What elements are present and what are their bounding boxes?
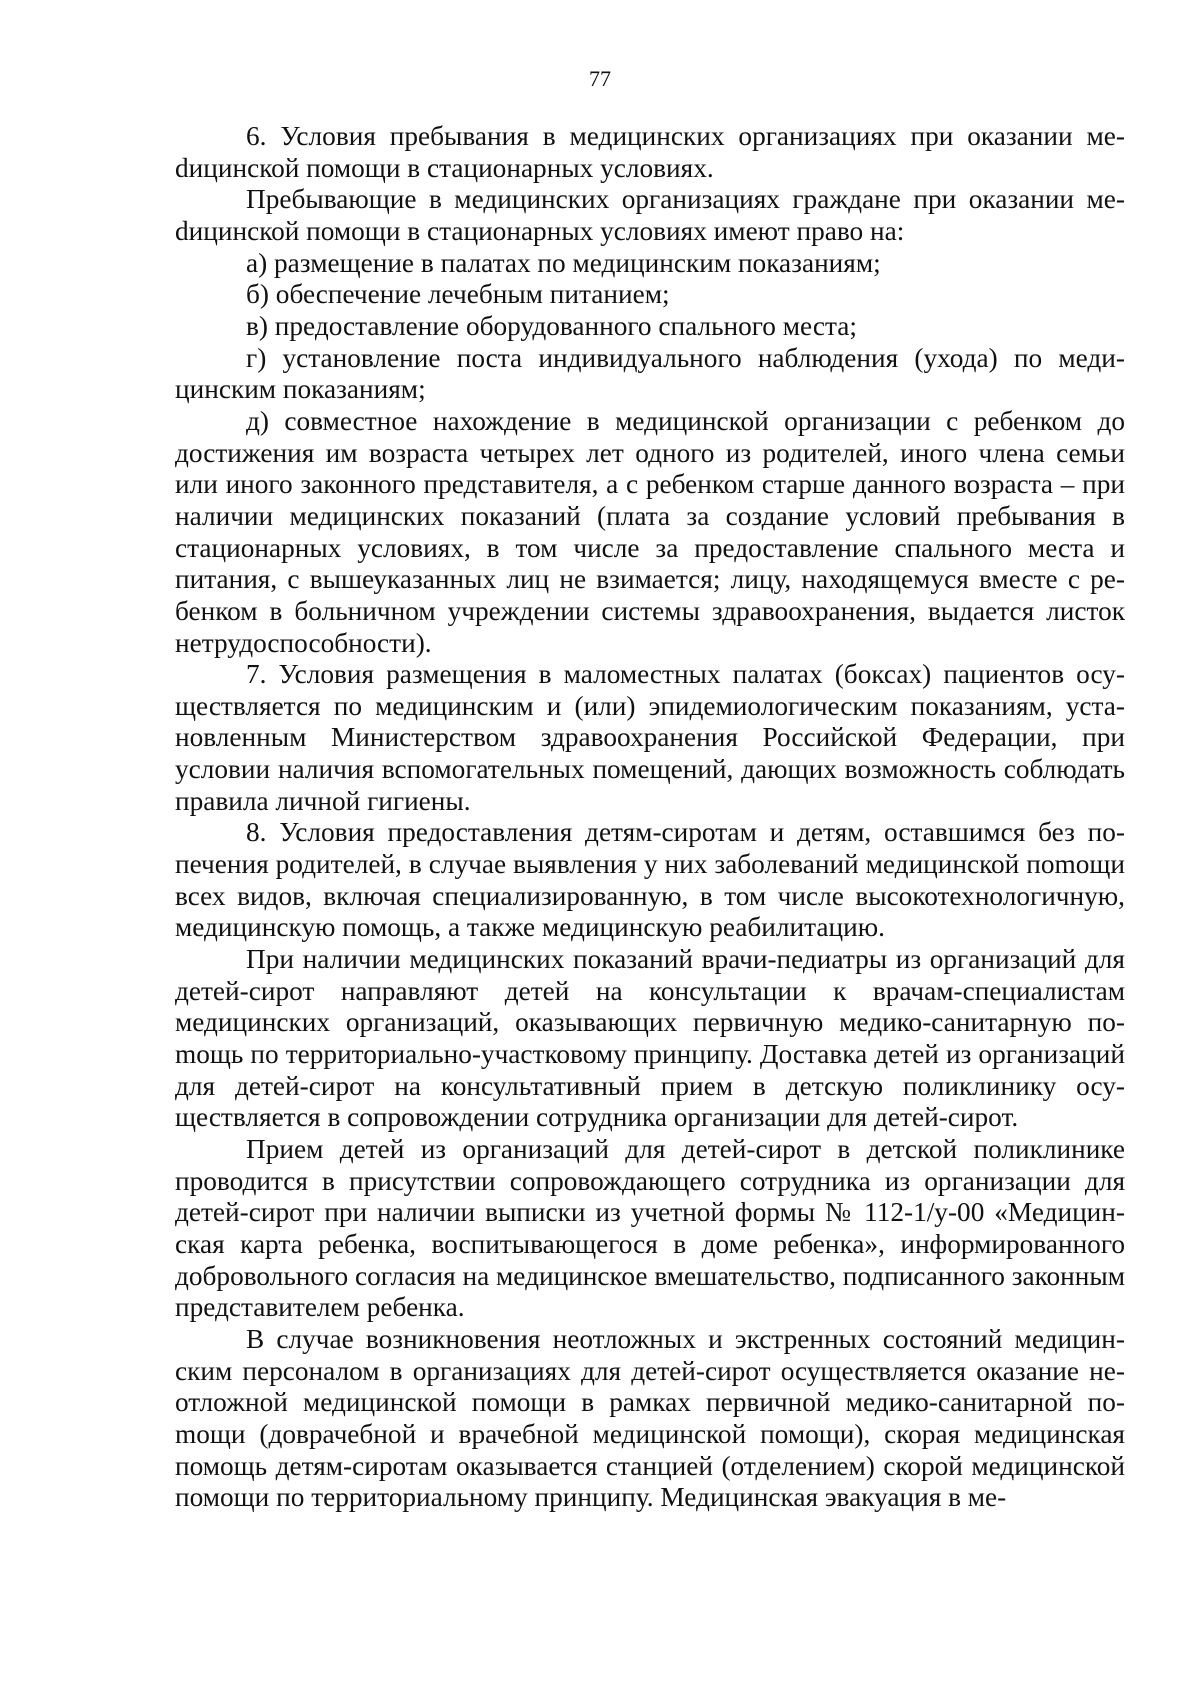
list-item-g: г) установление поста индивидуального наблюдения (ухода) по медицинским показаниям; <box>175 342 1125 405</box>
list-item-b: б) обеспечение лечебным питанием; <box>246 279 670 310</box>
paragraph-reception: Прием детей из организаций для детей-сирот в детской поликлинике проводится в присутствии сопровождающего сотрудника из организации для детей-сирот при наличии выписки из учетной формы № 112-1/у-00 «Медицинская карта ребенка, воспитывающегося в доме ребенка», информированного добровольного согласия на медицинское вмешательство, подписанного законным представителем ребенка. <box>175 1134 1125 1323</box>
document-body <box>175 121 1125 1514</box>
page-number: 77 <box>589 66 611 91</box>
list-item-a: а) размещение в палатах по медицинским показаниям; <box>246 247 881 278</box>
paragraph-emergency: В случае возникновения неотложных и экстренных состояний медицинским персоналом в организациях для детей-сирот осуществляется оказание неотложной медицинской помощи в рамках первичной медико-санитарной поmощи (доврачебной и врачебной медицинской помощи), скорая медицинская помощь детям-сиротам оказывается станцией (отделением) скорой медицинской помощи по территориальному принципу. Медицинская эвакуация в ме- <box>175 1323 1125 1513</box>
list-item-v: в) предоставление оборудованного спального места; <box>246 310 857 341</box>
paragraph-rights-intro: Пребывающие в медицинских организациях граждане при оказании меdицинской помощи в стационарных условиях имеют право на: <box>175 184 1125 246</box>
paragraph-8: 8. Условия предоставления детям-сиротам и детям, оставшимся без попечения родителей, в случае выявления у них заболеваний медицинской поmощи всех видов, включая специализированную, в том числе высокотехнологичную, медицинскую помощь, а также медицинскую реабилитацию. <box>175 817 1125 943</box>
paragraph-consultations: При наличии медицинских показаний врачи-педиатры из организаций для детей-сирот направляют детей на консультации к врачам-специалистам медицинских организаций, оказывающих первичную медико-санитарную поmощь по территориально-участковому принципу. Доставка детей из организаций для детей-сирот на консультативный прием в детскую поликлинику осуществляется в сопровождении сотрудника организации для детей-сирот. <box>175 944 1125 1133</box>
paragraph-6-heading: 6. Условия пребывания в медицинских организациях при оказании меdицинской помощи в стационарных условиях. <box>175 121 1125 183</box>
paragraph-7: 7. Условия размещения в маломестных палатах (боксах) пациентов осуществляется по медицинским и (или) эпидемиологическим показаниям, установленным Министерством здравоохранения Российской Федерации, при условии наличия вспомогательных помещений, дающих возможность соблюдать правила личной гигиены. <box>175 659 1125 816</box>
list-item-d: д) совместное нахождение в медицинской организации с ребенком до достижения им возраста четырех лет одного из родителей, иного члена семьи или иного законного представителя, а с ребенком старше данного возраста – при наличии медицинских показаний (плата за создание условий пребывания в стационарных условиях, в том числе за предоставление спального места и питания, с вышеуказанных лиц не взимается; лицу, находящемуся вместе с ребенком в больничном учреждении системы здравоохранения, выдается листок нетрудоспособности). <box>175 405 1125 658</box>
